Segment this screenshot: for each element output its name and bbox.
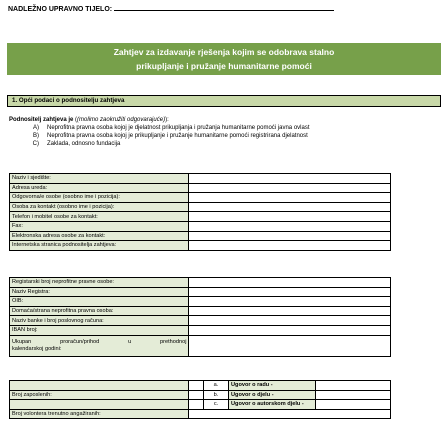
blank-cell — [189, 390, 204, 400]
section-header: 1. Opći podaci o podnositelju zahtjeva — [7, 95, 441, 107]
table-row — [10, 221, 391, 231]
contract-type: Ugovor o radu - — [229, 381, 316, 391]
option-text: Neprofitna pravna osoba kojoj je djelatnost prikupljanja i pružanja humanitarne pomoći javna ovlast — [47, 125, 310, 131]
option-letter: B) — [33, 133, 39, 139]
table-row — [10, 193, 391, 203]
contract-letter: c. — [204, 400, 229, 410]
field-label: Elektronska adresa osobe za kontakt: — [10, 231, 189, 241]
field-label: IBAN broj: — [10, 325, 189, 335]
field-label — [10, 335, 189, 356]
field-input[interactable] — [189, 287, 391, 297]
field-input[interactable] — [189, 193, 391, 203]
option-text: Zaklada, odnosno fundacija — [47, 141, 121, 147]
field-label: Internetska stranica podnositelja zahtjeva: — [10, 241, 189, 251]
table-row — [10, 278, 391, 288]
field-input[interactable] — [189, 231, 391, 241]
form-title-banner — [7, 43, 441, 75]
table-row — [10, 335, 391, 356]
contract-letter: a. — [204, 381, 229, 391]
table-row — [10, 381, 391, 391]
field-label — [10, 400, 189, 410]
table-row — [10, 400, 391, 410]
field-label: Osoba za kontakt (osobno ime i pozicija): — [10, 202, 189, 212]
field-label: Telefon i mobitel osobe za kontakt: — [10, 212, 189, 222]
field-label: Domaća/strana neprofitna pravna osoba: — [10, 306, 189, 316]
field-label: Naziv Registra: — [10, 287, 189, 297]
option-text: Neprofitna pravna osoba kojoj je prikupljanje i pružanje humanitarne pomoći registrirana djelatnost — [47, 133, 308, 139]
contract-letter: b. — [204, 390, 229, 400]
form-title-line2: prikupljanje i pružanje humanitarne pomoći — [136, 61, 312, 71]
table-row — [10, 287, 391, 297]
field-input[interactable] — [316, 400, 391, 410]
field-input[interactable] — [189, 221, 391, 231]
field-input[interactable] — [189, 409, 391, 419]
field-input[interactable] — [189, 316, 391, 326]
table-row — [10, 231, 391, 241]
authority-blank-line[interactable] — [114, 4, 334, 11]
blank-cell — [189, 381, 204, 391]
authority-field — [8, 4, 334, 13]
field-input[interactable] — [316, 381, 391, 391]
field-input[interactable] — [189, 325, 391, 335]
table-row — [10, 241, 391, 251]
field-input[interactable] — [189, 183, 391, 193]
field-label: Naziv banke i broj poslovnog računa: — [10, 316, 189, 326]
table-row — [10, 202, 391, 212]
applicant-type-lead: Podnositelj zahtjeva je ((molimo zaokružiti odgovarajuće)): — [9, 117, 169, 123]
contract-type: Ugovor o autorskom djelu - — [229, 400, 316, 410]
table-row — [10, 325, 391, 335]
budget-label-line2: kalendarskoj godini: — [12, 345, 62, 352]
contract-type: Ugovor o djelu - — [229, 390, 316, 400]
field-label: Naziv i sjedište: — [10, 174, 189, 184]
field-input[interactable] — [189, 335, 391, 356]
form-title-line1: Zahtjev za izdavanje rješenja kojim se odobrava stalno — [113, 47, 335, 57]
budget-label-line1: Ukupan proračun/prihod u prethodnoj — [12, 338, 187, 345]
table-row — [10, 316, 391, 326]
table-row — [10, 174, 391, 184]
field-label: Fax: — [10, 221, 189, 231]
applicant-option-c[interactable] — [9, 140, 439, 148]
field-input[interactable] — [189, 306, 391, 316]
table-row — [10, 297, 391, 307]
employees-label: Broj zaposlenih: — [10, 390, 189, 400]
applicant-type-label: Podnositelj zahtjeva je — [9, 117, 74, 123]
field-input[interactable] — [189, 297, 391, 307]
authority-label: NADLEŽNO UPRAVNO TIJELO: — [8, 6, 113, 13]
registration-table — [9, 277, 391, 357]
volunteers-label: Broj volontera trenutno angažiranih: — [10, 409, 189, 419]
table-row — [10, 212, 391, 222]
table-row — [10, 183, 391, 193]
applicant-type — [9, 116, 439, 148]
field-input[interactable] — [189, 212, 391, 222]
field-label: Registarski broj neprofitne pravne osobe: — [10, 278, 189, 288]
option-letter: C) — [32, 141, 39, 147]
field-input[interactable] — [189, 202, 391, 212]
table-row — [10, 409, 391, 419]
contact-info-table — [9, 173, 391, 251]
table-row — [10, 306, 391, 316]
field-input[interactable] — [189, 241, 391, 251]
staff-table — [9, 380, 391, 419]
field-label: Odgovorna/e osobe (osobno ime i pozicija): — [10, 193, 189, 203]
option-letter: A) — [33, 125, 39, 131]
field-label — [10, 381, 189, 391]
applicant-type-hint: (molimo zaokružiti odgovarajuće) — [77, 117, 166, 123]
field-input[interactable] — [316, 390, 391, 400]
blank-cell — [189, 400, 204, 410]
applicant-option-a[interactable] — [9, 124, 439, 132]
field-input[interactable] — [189, 174, 391, 184]
applicant-option-b[interactable] — [9, 132, 439, 140]
table-row — [10, 390, 391, 400]
field-label: Adresa ureda: — [10, 183, 189, 193]
field-input[interactable] — [189, 278, 391, 288]
field-label: OIB: — [10, 297, 189, 307]
